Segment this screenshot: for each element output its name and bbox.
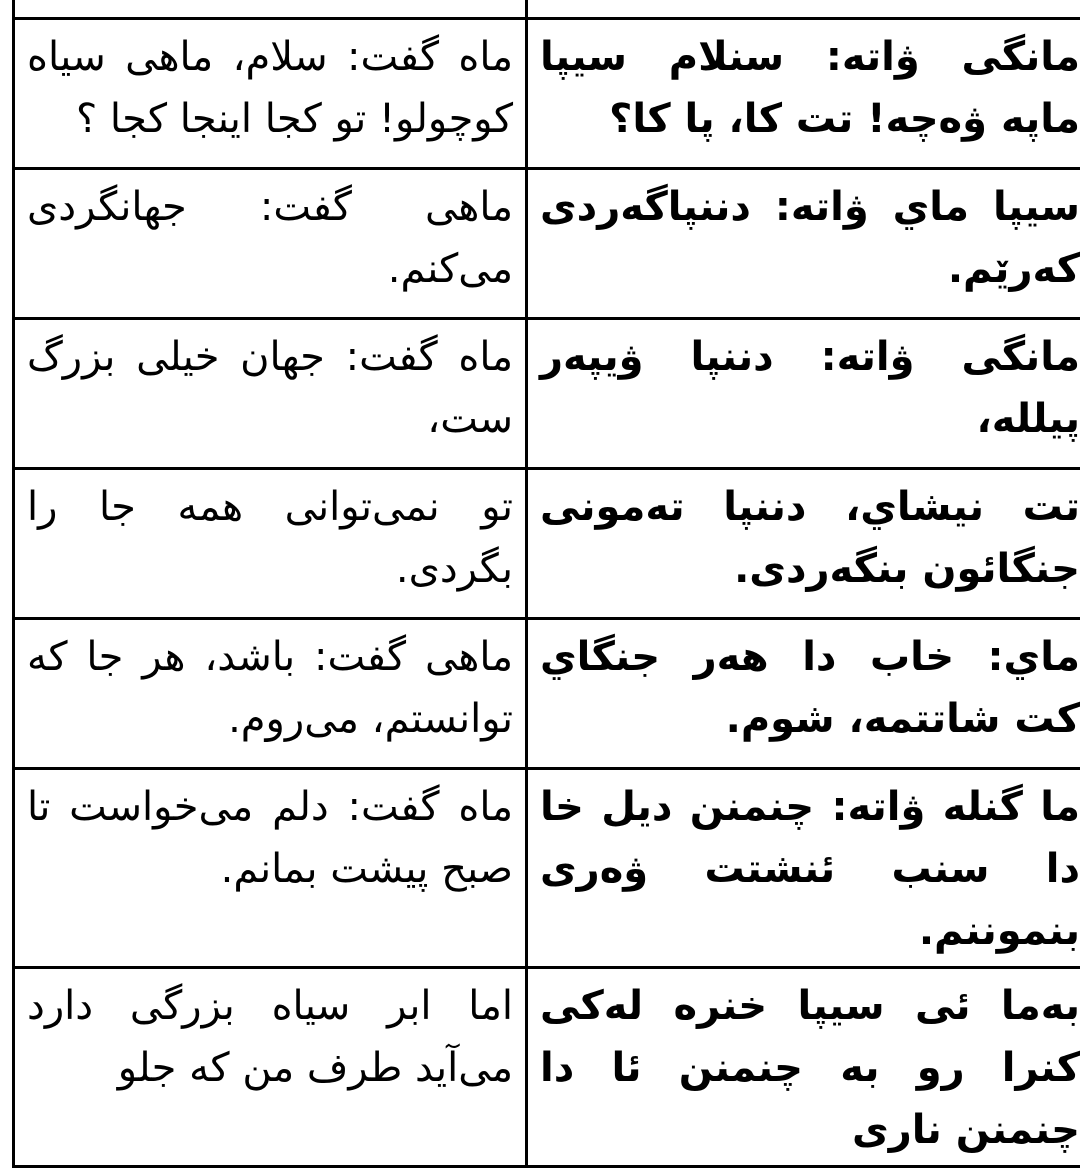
kurdish-cell: ما گنله ۋاته: چنمنن دیل خا دا سنب ئنشتت ۋەری بنموننم. — [527, 769, 1080, 968]
kurdish-cell — [527, 0, 1080, 19]
table-row — [14, 0, 1080, 19]
kurdish-cell: سیپا ماي ۋاته: دننپاگەردی کەرێم. — [527, 169, 1080, 319]
persian-cell — [14, 0, 527, 19]
table-row — [14, 319, 1080, 469]
table-row — [14, 19, 1080, 169]
kurdish-cell: تت نیشاي، دننپا تەمونی جنگائون بنگەردی. — [527, 469, 1080, 619]
persian-cell: ماه گفت: سلام، ماهی سیاه کوچولو! تو کجا اینجا کجا ؟ — [14, 19, 527, 169]
persian-cell: ماه گفت: جهان خیلی بزرگ ست، — [14, 319, 527, 469]
kurdish-cell: مانگی ۋاته: سنلام سیپا ماپه ۋەچه! تت کا، پا کا؟ — [527, 19, 1080, 169]
persian-cell: ماهی گفت: باشد، هر جا که توانستم، می‌روم. — [14, 619, 527, 769]
table-row — [14, 769, 1080, 968]
persian-cell: اما ابر سیاه بزرگی دارد می‌آید طرف من که جلو — [14, 968, 527, 1167]
table-row — [14, 619, 1080, 769]
kurdish-cell: مانگی ۋاته: دننپا ۋیپەر پیلله، — [527, 319, 1080, 469]
kurdish-cell: بەما ئی سیپا خنره لەکی کنرا رو به چنمنن ئا دا چنمنن ناری — [527, 968, 1080, 1167]
kurdish-cell: ماي: خاب دا هەر جنگاي کت شاتتمه، شوم. — [527, 619, 1080, 769]
table-row — [14, 169, 1080, 319]
table-row — [14, 968, 1080, 1167]
bilingual-table — [12, 0, 1080, 1168]
persian-cell: ماهی گفت: جهانگردی می‌کنم. — [14, 169, 527, 319]
persian-cell: ماه گفت: دلم می‌خواست تا صبح پیشت بمانم. — [14, 769, 527, 968]
persian-cell: تو نمی‌توانی همه جا را بگردی. — [14, 469, 527, 619]
table-row — [14, 469, 1080, 619]
